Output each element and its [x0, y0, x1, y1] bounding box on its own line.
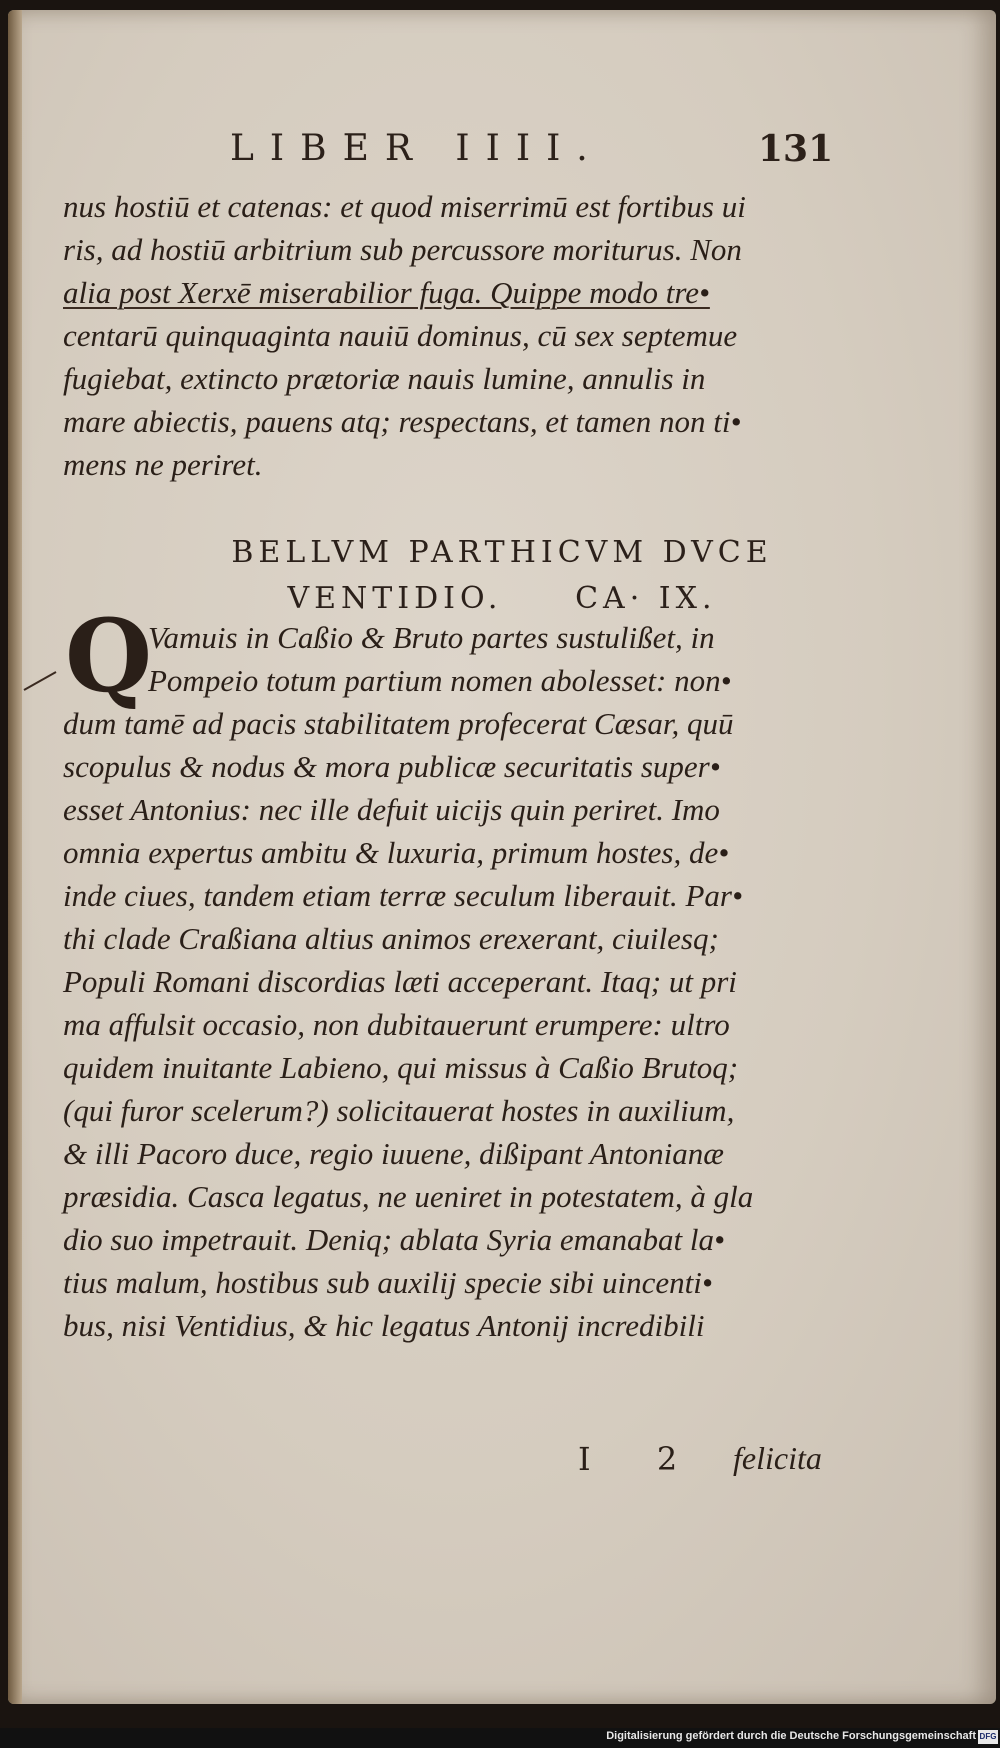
text-line: quidem inuitante Labieno, qui missus à Caßio Brutoq;: [63, 1050, 739, 1085]
text-line: & illi Pacoro duce, regio iuuene, dißipant Antonianæ: [63, 1136, 724, 1171]
text-line: dio suo impetrauit. Deniq; ablata Syria emanabat la•: [63, 1222, 725, 1257]
page-edge: [8, 10, 22, 1704]
text-line: Populi Romani discordias læti acceperant. Itaq; ut pri: [63, 964, 737, 999]
signature-mark: I 2: [578, 1440, 706, 1478]
text-line: thi clade Craßiana altius animos erexerant, ciuilesq;: [63, 921, 719, 956]
drop-cap: Q: [65, 597, 153, 715]
chapter-heading: [8, 530, 996, 622]
margin-annotation-mark: [22, 668, 58, 692]
chapter-text: [63, 616, 863, 1347]
text-line: mare abiectis, pauens atq; respectans, et tamen non ti•: [63, 404, 742, 439]
catchword: felicita: [733, 1440, 822, 1476]
text-line: ma affulsit occasio, non dubitauerunt erumpere: ultro: [63, 1007, 730, 1042]
text-line: alia post Xerxē miserabilior fuga. Quippe modo tre•: [63, 275, 710, 310]
text-line: omnia expertus ambitu & luxuria, primum hostes, de•: [63, 835, 730, 870]
text-line: Vamuis in Caßio & Bruto partes sustulißet, in: [148, 620, 715, 655]
text-line: ris, ad hostiū arbitrium sub percussore moriturus. Non: [63, 232, 742, 267]
chapter-heading-line: VENTIDIO. CA· IX.: [287, 581, 717, 616]
text-line: fugiebat, extincto prætoriæ nauis lumine, annulis in: [63, 361, 706, 396]
text-line: esset Antonius: nec ille defuit uicijs quin periret. Imo: [63, 792, 720, 827]
text-line: dum tamē ad pacis stabilitatem profecerat Cæsar, quū: [63, 706, 734, 741]
text-line: inde ciues, tandem etiam terræ seculum liberauit. Par•: [63, 878, 743, 913]
text-line: mens ne periret.: [63, 447, 263, 482]
chapter-heading-line: BELLVM PARTHICVM DVCE: [231, 535, 773, 570]
book-page: [8, 10, 996, 1704]
text-line: Pompeio totum partium nomen abolesset: non•: [148, 663, 732, 698]
text-line: centarū quinquaginta nauiū dominus, cū sex septemue: [63, 318, 738, 353]
top-paragraph: [63, 185, 863, 486]
funding-credit: Digitalisierung gefördert durch die Deutsche Forschungsgemeinschaft: [606, 1730, 976, 1742]
running-head: [8, 128, 996, 178]
dfg-logo: DFG: [978, 1730, 998, 1744]
text-line: scopulus & nodus & mora publicæ securitatis super•: [63, 749, 721, 784]
digitization-footer: [0, 1728, 1000, 1748]
text-line: nus hostiū et catenas: et quod miserrimū est fortibus ui: [63, 189, 746, 224]
folio-number: 131: [758, 128, 834, 170]
text-line: tius malum, hostibus sub auxilij specie sibi uincenti•: [63, 1265, 713, 1300]
text-line: bus, nisi Ventidius, & hic legatus Antonij incredibili: [63, 1308, 705, 1343]
running-title: LIBER IIII.: [230, 128, 604, 169]
text-line: præsidia. Casca legatus, ne ueniret in potestatem, à gla: [63, 1179, 754, 1214]
text-line: (qui furor scelerum?) solicitauerat hostes in auxilium,: [63, 1093, 735, 1128]
